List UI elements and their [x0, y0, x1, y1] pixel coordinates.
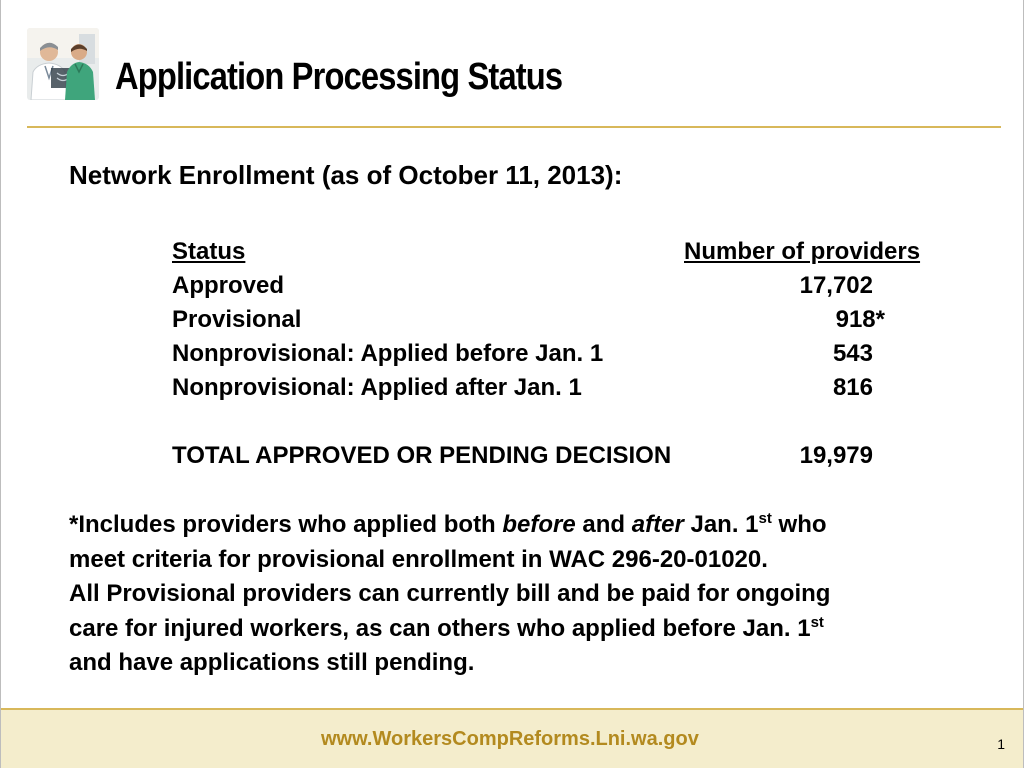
footnote-superscript: st	[758, 510, 772, 527]
footnote	[69, 508, 989, 681]
footnote-text: and	[575, 511, 632, 538]
footnote-emphasis-before: before	[502, 511, 576, 538]
doctors-photo-logo	[27, 28, 99, 100]
footnote-line: and have applications still pending.	[69, 649, 475, 676]
row-value: 17,702	[799, 272, 873, 299]
row-value: 918*	[835, 306, 885, 333]
title-divider	[27, 126, 1001, 128]
row-value: 543	[832, 340, 873, 367]
section-heading: Network Enrollment (as of October 11, 2013):	[69, 160, 623, 190]
row-label: Provisional	[172, 306, 302, 333]
row-value: 816	[832, 374, 873, 401]
column-header-status: Status	[172, 238, 246, 265]
total-value: 19,979	[799, 442, 873, 469]
footnote-line	[69, 612, 989, 647]
footnote-emphasis-after: after	[631, 511, 684, 538]
footnote-text: Jan. 1	[683, 511, 759, 538]
footnote-superscript: st	[810, 613, 824, 631]
total-label: TOTAL APPROVED OR PENDING DECISION	[172, 442, 672, 469]
slide-title: Application Processing Status	[115, 56, 563, 98]
row-label: Nonprovisional: Applied after Jan. 1	[172, 374, 582, 401]
row-label: Nonprovisional: Applied before Jan. 1	[172, 340, 604, 367]
page-number: 1	[997, 736, 1005, 752]
footnote-text: *Includes providers who applied both	[69, 511, 503, 538]
footnote-line	[69, 508, 989, 543]
column-header-count: Number of providers	[684, 238, 921, 265]
footer-url-link[interactable]: www.WorkersCompReforms.Lni.wa.gov	[321, 728, 699, 750]
footnote-text: care for injured workers, as can others who applied before Jan. 1	[69, 614, 811, 642]
footnote-line: meet criteria for provisional enrollment in WAC 296-20-01020.	[69, 545, 768, 573]
footnote-text: who	[771, 511, 827, 538]
footnote-line: All Provisional providers can currently bill and be paid for ongoing	[69, 580, 831, 607]
footer-bar	[1, 708, 1023, 768]
row-label: Approved	[172, 272, 285, 299]
